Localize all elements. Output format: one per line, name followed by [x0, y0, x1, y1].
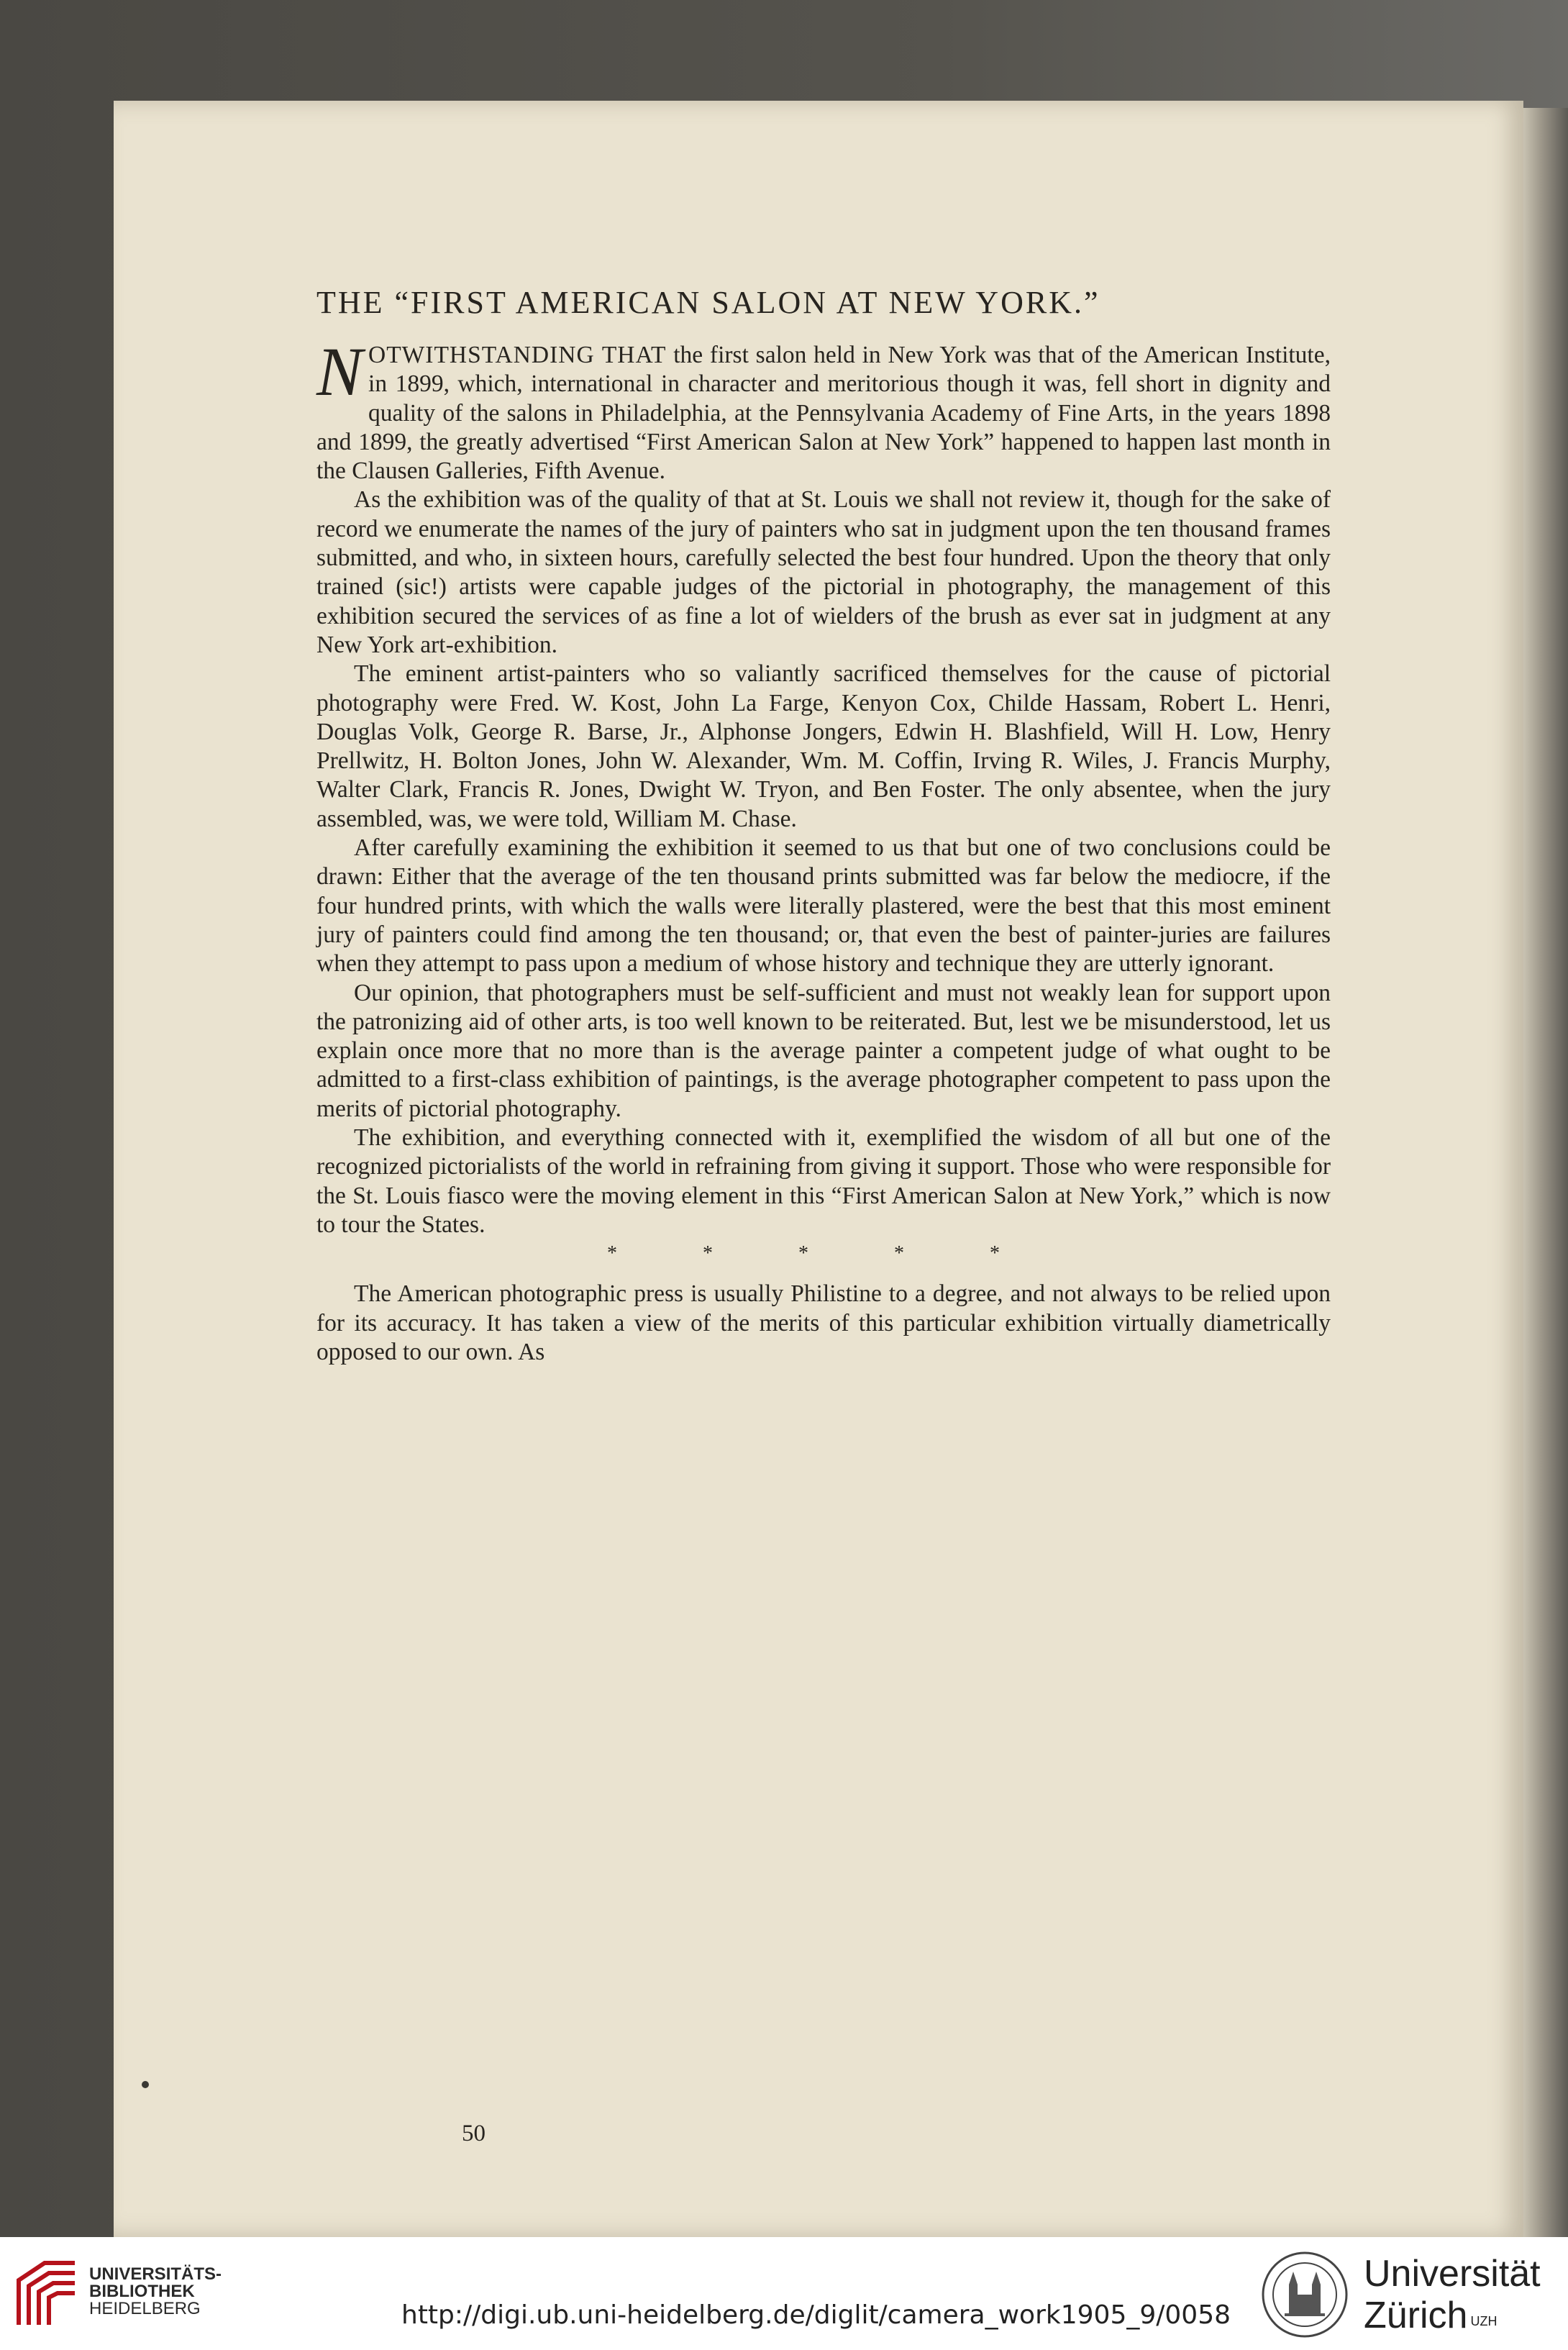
university-name — [1364, 2253, 1541, 2336]
article-title: THE “FIRST AMERICAN SALON AT NEW YORK.” — [316, 285, 1100, 320]
library-line-2: BIBLIOTHEK — [89, 2282, 195, 2301]
university-city: Zürich — [1364, 2295, 1468, 2336]
article-body — [316, 284, 1331, 1367]
paragraph-7: The American photographic press is usually Philistine to a degree, and not always to be relied upon for its accuracy. It has taken a view of the merits of this particular exhibition virtually diametrically opposed to our own. As — [316, 1280, 1331, 1365]
university-line-2 — [1364, 2295, 1541, 2336]
paragraph-4: After carefully examining the exhibition it seemed to us that but one of two conclusions could be drawn: Either that the average of the ten thousand prints submitted was far below the mediocre, if the four hundred prints, with which the walls were literally plastered, were the best that this most eminent jury of painters could find among the ten thousand; or, that even the best of painter-juries are failures when they attempt to pass upon a medium of whose history and technique they are utterly ignorant. — [316, 834, 1331, 978]
page-number: 50 — [462, 2121, 486, 2146]
page-edge — [1523, 108, 1568, 2237]
drop-cap: N — [316, 333, 363, 410]
university-seal-icon[interactable] — [1260, 2250, 1349, 2343]
paragraph-1 — [316, 333, 1331, 486]
lead-caps: OTWITHSTANDING THAT — [368, 342, 667, 368]
library-line-3: HEIDELBERG — [89, 2299, 201, 2318]
library-name — [89, 2266, 222, 2318]
paragraph-6: The exhibition, and everything connected with it, exemplified the wisdom of all but one of the recognized pictorialists of the world in refraining from giving it support. Those who were responsible for the St. Louis fiasco were the moving element in this “First American Salon at New York,” which is now to tour the States. — [316, 1124, 1331, 1238]
margin-mark — [142, 2081, 149, 2088]
library-line-1: UNIVERSITÄTS- — [89, 2264, 222, 2284]
section-separator: * * * * * — [607, 1242, 1040, 1265]
paragraph-5: Our opinion, that photographers must be self-sufficient and must not weakly lean for support upon the patronizing aid of other arts, is too well known to be reiterated. But, lest we be misunderstood, let us explain once more that no more than is the average painter a competent judge of what ought to be admitted to a first-class exhibition of paintings, is the average photographer competent to pass upon the merits of pictorial photography. — [316, 979, 1331, 1122]
paragraph-3: The eminent artist-painters who so valiantly sacrificed themselves for the cause of pictorial photography were Fred. W. Kost, John La Farge, Kenyon Cox, Childe Hassam, Robert L. Henri, Douglas Volk, George R. Barse, Jr., Alphonse Jongers, Edwin H. Blashfield, Will H. Low, Henry Prellwitz, H. Bolton Jones, John W. Alexander, Wm. M. Coffin, Irving R. Wiles, J. Francis Murphy, Walter Clark, Francis R. Jones, Dwight W. Tryon, and Ben Foster. The only absentee, when the jury assembled, was, we were told, William M. Chase. — [316, 660, 1331, 832]
university-abbrev: UZH — [1470, 2314, 1498, 2328]
paragraph-2: As the exhibition was of the quality of that at St. Louis we shall not review it, though for the sake of record we enumerate the names of the jury of painters who sat in judgment upon the ten thousand frames submitted, and who, in sixteen hours, carefully selected the best four hundred. Upon the theory that only trained (sic!) artists were capable judges of the pictorial in photography, the management of this exhibition secured the services of as fine a lot of wielders of the brush as ever sat in judgment at any New York art-exhibition. — [316, 486, 1331, 658]
paragraph-1-text: the first salon held in New York was that of the American Institute, in 1899, which, international in character and meritorious though it was, fell short in dignity and quality of the salons in Philadelphia, at the Pennsylvania Academy of Fine Arts, in the years 1898 and 1899, the greatly advertised “First American Salon at New York” happened to happen last month in the Clausen Galleries, Fifth Avenue. — [316, 342, 1331, 485]
source-url-link[interactable]: http://digi.ub.uni-heidelberg.de/diglit/camera_work1905_9/0058 — [401, 2300, 1231, 2330]
footer-bar — [0, 2237, 1568, 2350]
university-line-1: Universität — [1364, 2253, 1541, 2295]
library-logo-icon[interactable] — [16, 2259, 78, 2331]
